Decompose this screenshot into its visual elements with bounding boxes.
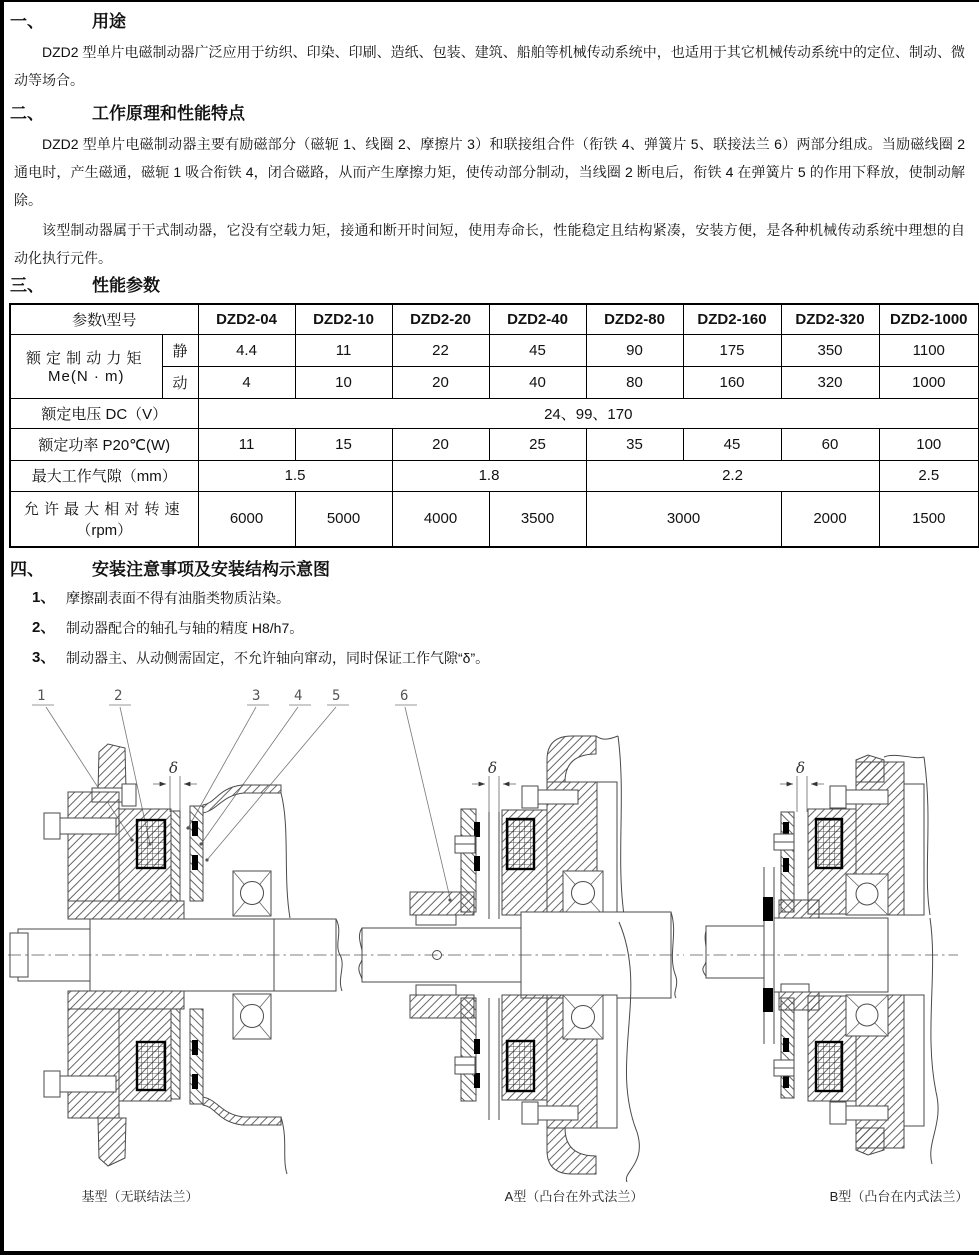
model-header: DZD2-320 [781, 304, 879, 334]
dynamic-label: 动 [162, 366, 198, 398]
table-cell: 100 [879, 428, 979, 460]
table-cell: 1.5 [198, 460, 392, 491]
callout-1: 1 [37, 688, 46, 704]
table-cell: 20 [392, 366, 489, 398]
table-header-row [10, 304, 979, 334]
table-cell: 1100 [879, 334, 979, 366]
caption-b-type: B型（凸台在内式法兰） [829, 1189, 969, 1204]
note-number: 2、 [32, 619, 56, 636]
section2-paragraph-2: 该型制动器属于干式制动器，它没有空载力矩，接通和断开时间短，使用寿命长，性能稳定且结构紧凑，安装方便，是各种机械传动系统中理想的自动化执行元件。 [14, 222, 965, 266]
table-cell: 175 [683, 334, 781, 366]
table-cell: 4 [198, 366, 295, 398]
note-number: 3、 [32, 649, 56, 666]
torque-label: 额定制动力矩 [25, 350, 147, 367]
table-cell: 6000 [198, 491, 295, 547]
section4-number: 四、 [10, 560, 44, 579]
voltage-label: 额定电压 DC（V） [10, 398, 198, 428]
diagram-a-type [354, 688, 684, 1182]
section1-title: 用途 [92, 12, 126, 31]
table-cell: 11 [198, 428, 295, 460]
table-cell: 2.2 [586, 460, 879, 491]
callout-4: 4 [294, 688, 303, 704]
table-corner-cell: 参数\型号 [10, 304, 198, 334]
table-cell: 40 [489, 366, 586, 398]
section1-number: 一、 [10, 12, 44, 31]
model-header: DZD2-10 [295, 304, 392, 334]
section3-heading [10, 274, 979, 298]
section1-paragraph: DZD2 型单片电磁制动器广泛应用于纺织、印染、印刷、造纸、包装、建筑、船舶等机械传动系统中，也适用于其它机械传动系统中的定位、制动、微动等场合。 [14, 44, 965, 88]
torque-sublabel: Me(N · m) [48, 368, 125, 385]
diagram-base-type [8, 688, 352, 1174]
table-cell: 160 [683, 366, 781, 398]
airgap-delta-label: δ [796, 759, 806, 777]
static-label: 静 [162, 334, 198, 366]
note-text: 制动器配合的轴孔与轴的精度 H8/h7。 [66, 620, 304, 636]
note-number: 1、 [32, 589, 56, 606]
airgap-label: 最大工作气隙（mm） [10, 460, 198, 491]
installation-diagrams [4, 672, 979, 1250]
voltage-row [10, 398, 979, 428]
speed-row [10, 491, 979, 547]
model-header: DZD2-20 [392, 304, 489, 334]
callout-6: 6 [400, 688, 409, 704]
table-cell: 80 [586, 366, 683, 398]
table-cell: 1500 [879, 491, 979, 547]
airgap-delta-label: δ [488, 759, 498, 777]
caption-base-type: 基型（无联结法兰） [81, 1189, 199, 1204]
table-cell: 25 [489, 428, 586, 460]
parameters-table [9, 303, 979, 548]
note-text: 摩擦副表面不得有油脂类物质沾染。 [66, 590, 290, 606]
table-cell: 90 [586, 334, 683, 366]
note-item-1 [32, 584, 979, 612]
airgap-row [10, 460, 979, 491]
table-cell: 45 [683, 428, 781, 460]
table-cell: 4.4 [198, 334, 295, 366]
speed-label-cell [10, 491, 198, 547]
table-cell: 45 [489, 334, 586, 366]
table-cell: 3500 [489, 491, 586, 547]
callout-2: 2 [114, 688, 123, 704]
table-cell: 35 [586, 428, 683, 460]
table-cell: 2000 [781, 491, 879, 547]
table-cell: 15 [295, 428, 392, 460]
table-cell: 10 [295, 366, 392, 398]
speed-label: 允许最大相对转速 [23, 500, 185, 518]
section2-title: 工作原理和性能特点 [92, 104, 245, 123]
section2-number: 二、 [10, 104, 44, 123]
section2-paragraph-1: DZD2 型单片电磁制动器主要有励磁部分（磁轭 1、线圈 2、摩擦片 3）和联接组合件（衔铁 4、弹簧片 5、联接法兰 6）两部分组成。当励磁线圈 2 通电时，产生磁通，磁轭 1 吸合衔铁 4，闭合磁路，从而产生摩擦力矩，使传动部分制动，当线圈 2 断电后，衔铁 4 在弹簧片 5 的作用下释放，使制动解除。 [14, 136, 965, 208]
diagram-b-type [690, 755, 958, 1164]
model-header: DZD2-80 [586, 304, 683, 334]
caption-a-type: A型（凸台在外式法兰） [504, 1189, 644, 1204]
torque-label-cell [10, 334, 162, 398]
table-cell: 2.5 [879, 460, 979, 491]
section3-title: 性能参数 [92, 276, 160, 295]
speed-unit: （rpm） [76, 521, 133, 539]
table-cell: 1000 [879, 366, 979, 398]
section2-heading [10, 102, 979, 126]
callout-3: 3 [252, 688, 261, 704]
torque-static-row [10, 334, 979, 366]
note-text: 制动器主、从动侧需固定，不允许轴向窜动，同时保证工作气隙“δ”。 [66, 650, 490, 666]
table-cell: 1.8 [392, 460, 586, 491]
power-row [10, 428, 979, 460]
model-header: DZD2-1000 [879, 304, 979, 334]
note-item-3 [32, 644, 979, 672]
model-header: DZD2-04 [198, 304, 295, 334]
table-cell: 350 [781, 334, 879, 366]
brake-cross-sections [4, 672, 979, 1184]
table-cell: 20 [392, 428, 489, 460]
table-cell: 5000 [295, 491, 392, 547]
section4-title: 安装注意事项及安装结构示意图 [92, 560, 330, 579]
table-cell: 4000 [392, 491, 489, 547]
section1-heading [10, 10, 979, 34]
note-item-2 [32, 614, 979, 642]
table-cell: 3000 [586, 491, 781, 547]
airgap-delta-label: δ [169, 759, 179, 777]
table-cell: 11 [295, 334, 392, 366]
table-cell: 22 [392, 334, 489, 366]
model-header: DZD2-40 [489, 304, 586, 334]
voltage-value: 24、99、170 [198, 398, 979, 428]
section4-heading [10, 558, 979, 582]
callout-5: 5 [332, 688, 341, 704]
model-header: DZD2-160 [683, 304, 781, 334]
power-label: 额定功率 P20℃(W) [10, 428, 198, 460]
section3-number: 三、 [10, 276, 44, 295]
table-cell: 60 [781, 428, 879, 460]
table-cell: 320 [781, 366, 879, 398]
